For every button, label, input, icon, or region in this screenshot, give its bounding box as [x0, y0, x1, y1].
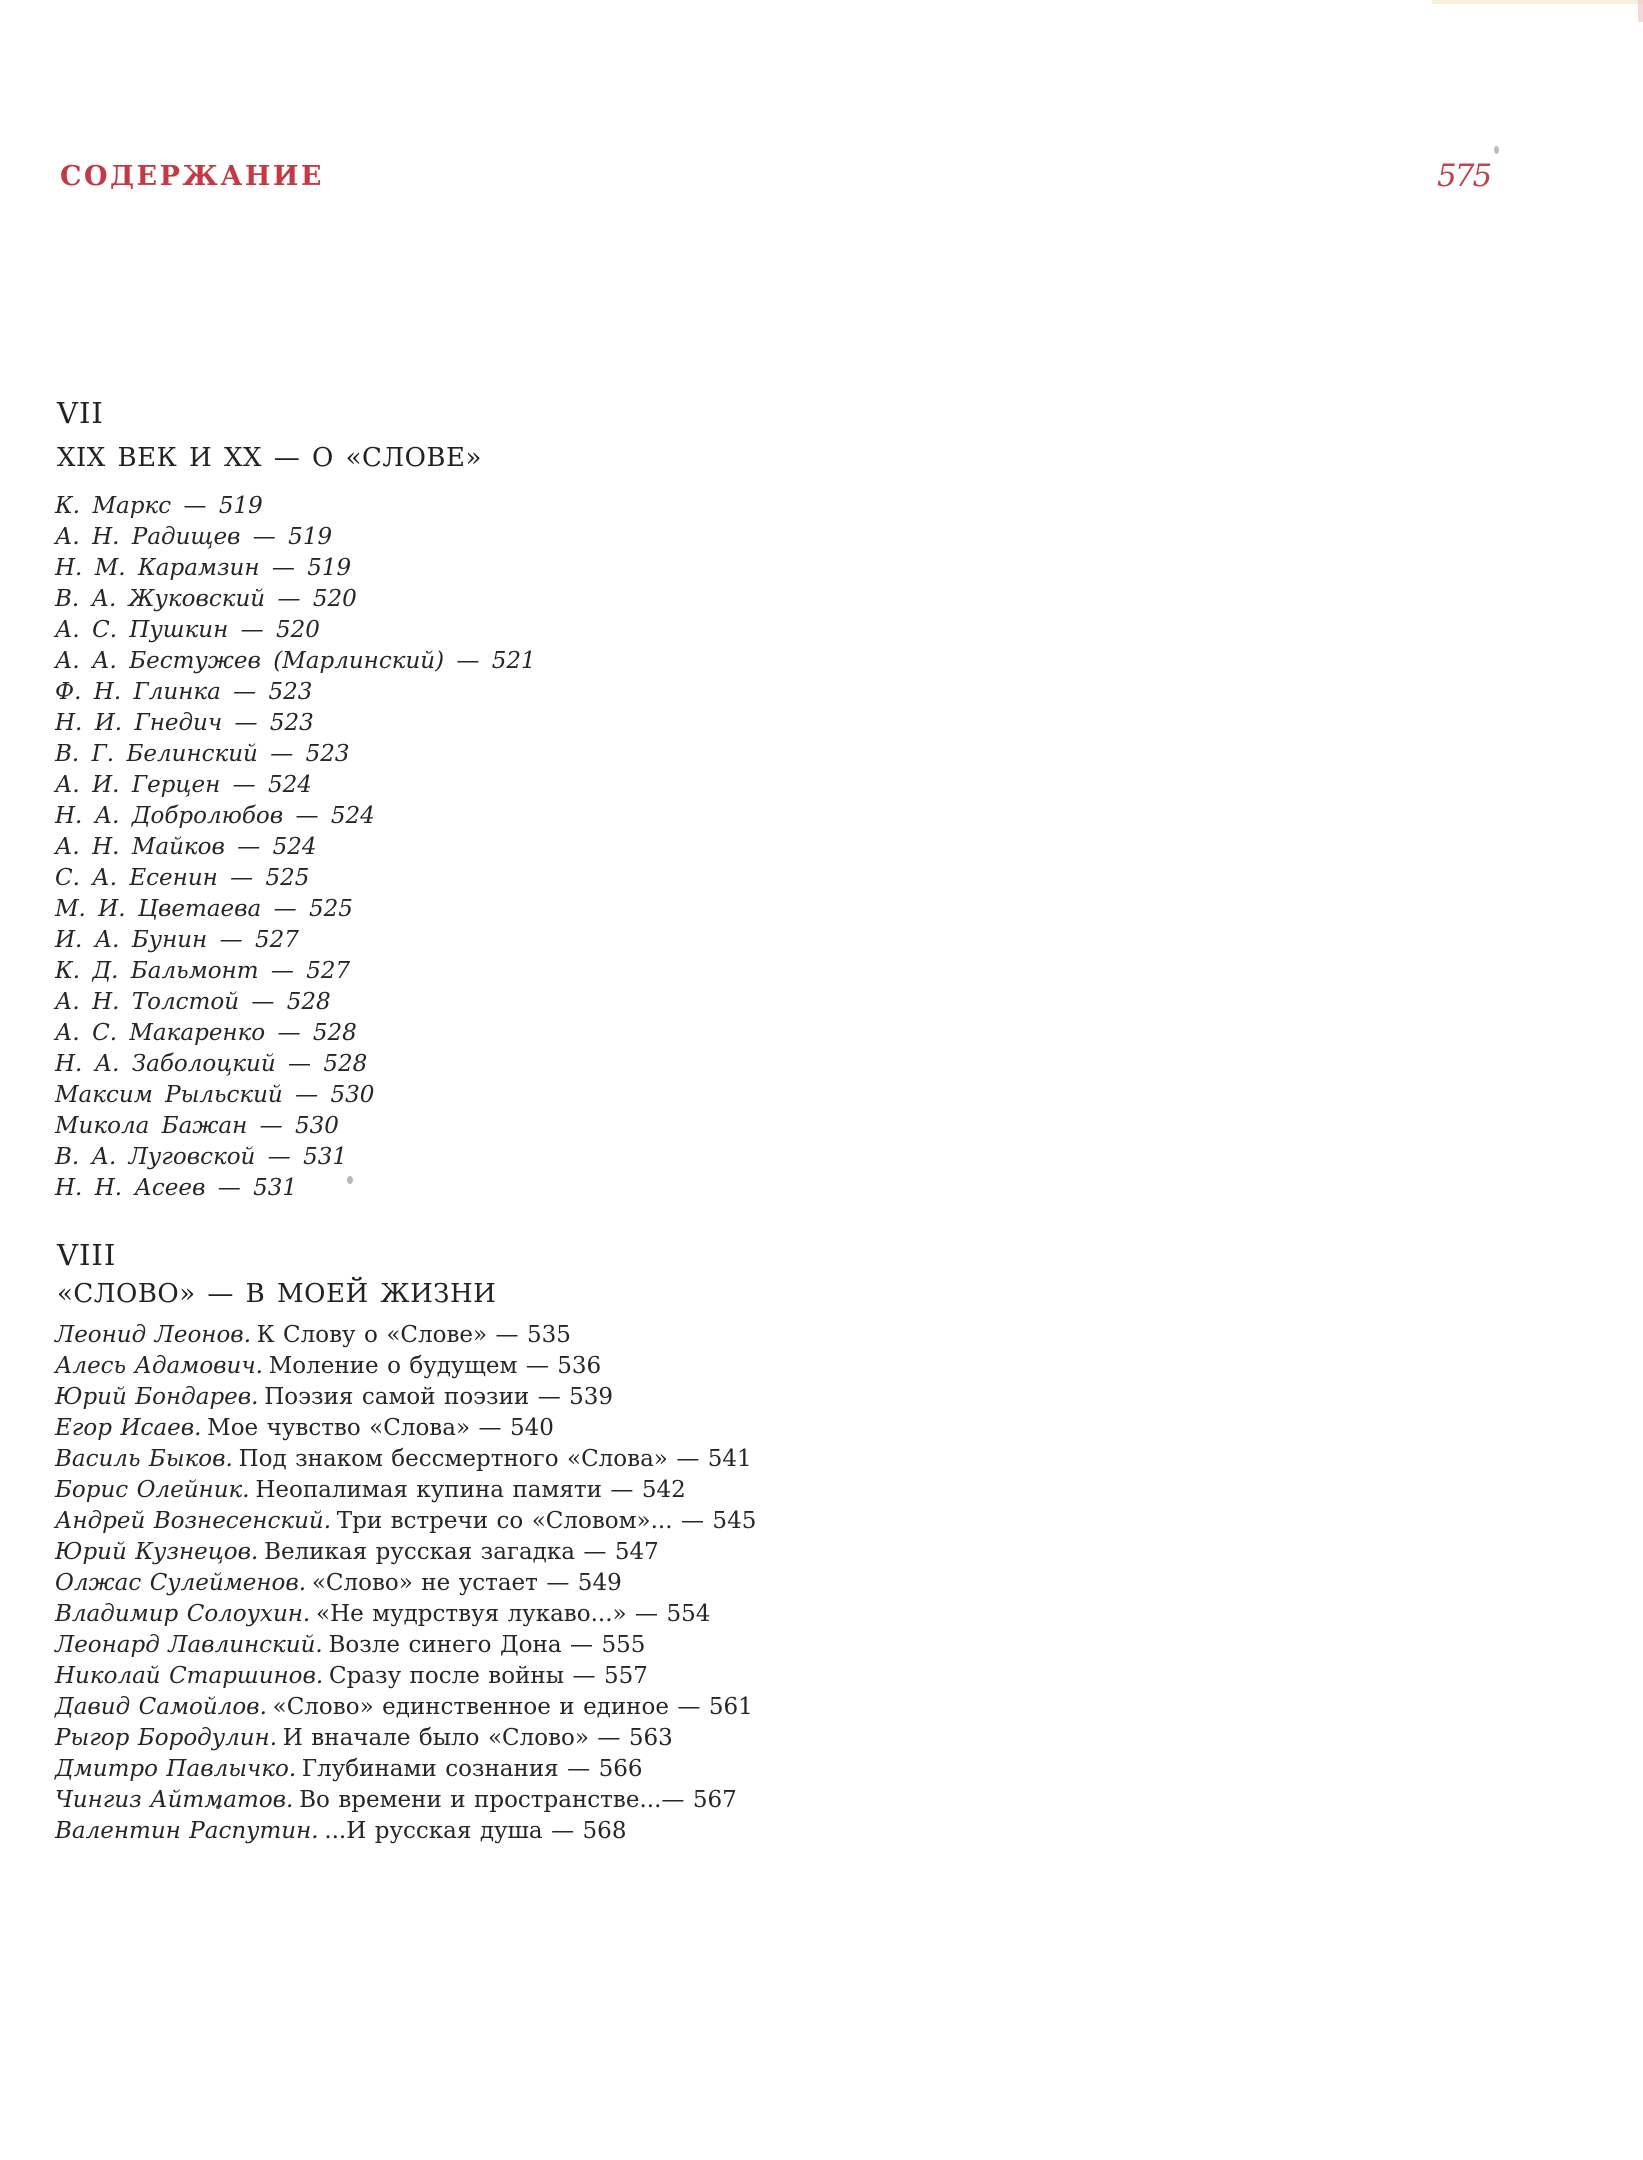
toc-entry-title: Во времени и пространстве...— 567 — [299, 1787, 737, 1813]
scan-edge-artifact — [1638, 0, 1643, 22]
toc-entry-title: Неопалимая купина памяти — 542 — [255, 1477, 686, 1503]
toc-entry-title: ...И русская душа — 568 — [324, 1818, 627, 1844]
toc-entry: Н. А. Заболоцкий — 528 — [55, 1051, 368, 1077]
toc-entry-title: К Слову о «Слове» — 535 — [256, 1322, 571, 1348]
toc-entry — [55, 1568, 756, 1599]
toc-entry-title: Возле синего Дона — 555 — [328, 1632, 646, 1658]
toc-entry-author: Чингиз Айтматов. — [55, 1787, 294, 1813]
toc-entry-author: Давид Самойлов. — [55, 1694, 267, 1720]
section-viii-entry-list — [55, 1320, 756, 1847]
toc-entry: А. И. Герцен — 524 — [55, 772, 312, 798]
toc-entry: Максим Рыльский — 530 — [55, 1082, 375, 1108]
section-viii-number: VIII — [57, 1238, 117, 1272]
toc-entry-title: Глубинами сознания — 566 — [301, 1756, 643, 1782]
toc-entry — [55, 1506, 756, 1537]
toc-entry-author: Андрей Вознесенский. — [55, 1508, 332, 1534]
toc-entry — [55, 1661, 756, 1692]
toc-entry: В. Г. Белинский — 523 — [55, 741, 350, 767]
toc-entry — [55, 1785, 756, 1816]
toc-entry: А. С. Макаренко — 528 — [55, 1020, 357, 1046]
toc-entry: М. И. Цветаева — 525 — [55, 896, 353, 922]
toc-entry: А. С. Пушкин — 520 — [55, 617, 320, 643]
toc-entry — [55, 1692, 756, 1723]
toc-entry-title: Моление о будущем — 536 — [268, 1353, 602, 1379]
toc-entry: Н. А. Добролюбов — 524 — [55, 803, 375, 829]
toc-entry-author: Валентин Распутин. — [55, 1818, 319, 1844]
toc-entry: Н. И. Гнедич — 523 — [55, 710, 314, 736]
toc-entry: К. Маркс — 519 — [55, 493, 263, 519]
toc-entry-title: «Слово» не устает — 549 — [311, 1570, 622, 1596]
toc-entry-author: Егор Исаев. — [55, 1415, 202, 1441]
toc-entry — [55, 1723, 756, 1754]
toc-entry-title: Мое чувство «Слова» — 540 — [207, 1415, 554, 1441]
toc-entry-title: «Слово» единственное и единое — 561 — [272, 1694, 753, 1720]
toc-entry: Ф. Н. Глинка — 523 — [55, 679, 313, 705]
toc-entry: В. А. Луговской — 531 — [55, 1144, 347, 1170]
toc-entry-author: Юрий Кузнецов. — [55, 1539, 259, 1565]
toc-entry-author: Алесь Адамович. — [55, 1353, 263, 1379]
toc-entry — [55, 1816, 756, 1847]
toc-entry — [55, 1382, 756, 1413]
toc-entry-author: Николай Старшинов. — [55, 1663, 324, 1689]
toc-entry-author: Олжас Сулейменов. — [55, 1570, 307, 1596]
toc-entry-author: Леонард Лавлинский. — [55, 1632, 323, 1658]
toc-entry-author: Дмитро Павлычко. — [55, 1756, 297, 1782]
toc-entry-author: Василь Быков. — [55, 1446, 233, 1472]
page-title: СОДЕРЖАНИЕ — [60, 161, 324, 192]
toc-entry: А. А. Бестужев (Марлинский) — 521 — [55, 648, 536, 674]
section-viii-title: «СЛОВО» — В МОЕЙ ЖИЗНИ — [57, 1279, 497, 1309]
toc-entry-author: Владимир Солоухин. — [55, 1601, 311, 1627]
section-vii-entry-list — [55, 491, 536, 1204]
toc-entry — [55, 1599, 756, 1630]
toc-entry-title: Поэзия самой поэзии — 539 — [264, 1384, 614, 1410]
toc-entry-title: Под знаком бессмертного «Слова» — 541 — [238, 1446, 752, 1472]
toc-entry-title: Три встречи со «Словом»... — 545 — [336, 1508, 757, 1534]
toc-entry: Н. Н. Асеев — 531 — [55, 1175, 298, 1201]
toc-entry — [55, 1754, 756, 1785]
toc-entry — [55, 1413, 756, 1444]
toc-entry-title: И вначале было «Слово» — 563 — [282, 1725, 673, 1751]
toc-entry: К. Д. Бальмонт — 527 — [55, 958, 351, 984]
toc-entry-title: Сразу после войны — 557 — [328, 1663, 648, 1689]
toc-entry-author: Юрий Бондарев. — [55, 1384, 259, 1410]
toc-entry: С. А. Есенин — 525 — [55, 865, 310, 891]
toc-entry: Н. М. Карамзин — 519 — [55, 555, 352, 581]
toc-entry: В. А. Жуковский — 520 — [55, 586, 357, 612]
toc-entry: А. Н. Радищев — 519 — [55, 524, 333, 550]
toc-entry-title: Великая русская загадка — 547 — [264, 1539, 659, 1565]
section-vii-title: XIX ВЕК И XX — О «СЛОВЕ» — [57, 443, 482, 473]
toc-entry — [55, 1475, 756, 1506]
toc-entry — [55, 1444, 756, 1475]
toc-entry — [55, 1630, 756, 1661]
toc-entry: И. А. Бунин — 527 — [55, 927, 299, 953]
section-vii-number: VII — [57, 396, 104, 430]
page-number: 575 — [1437, 158, 1491, 194]
toc-entry: А. Н. Толстой — 528 — [55, 989, 331, 1015]
toc-entry-author: Борис Олейник. — [55, 1477, 250, 1503]
toc-entry: А. Н. Майков — 524 — [55, 834, 317, 860]
scan-edge-artifact — [1432, 0, 1643, 4]
toc-entry-author: Леонид Леонов. — [55, 1322, 251, 1348]
toc-entry-title: «Не мудрствуя лукаво...» — 554 — [316, 1601, 711, 1627]
toc-entry: Микола Бажан — 530 — [55, 1113, 339, 1139]
toc-entry — [55, 1320, 756, 1351]
toc-entry — [55, 1351, 756, 1382]
toc-entry — [55, 1537, 756, 1568]
toc-entry-author: Рыгор Бородулин. — [55, 1725, 278, 1751]
scan-speck — [1494, 146, 1499, 154]
